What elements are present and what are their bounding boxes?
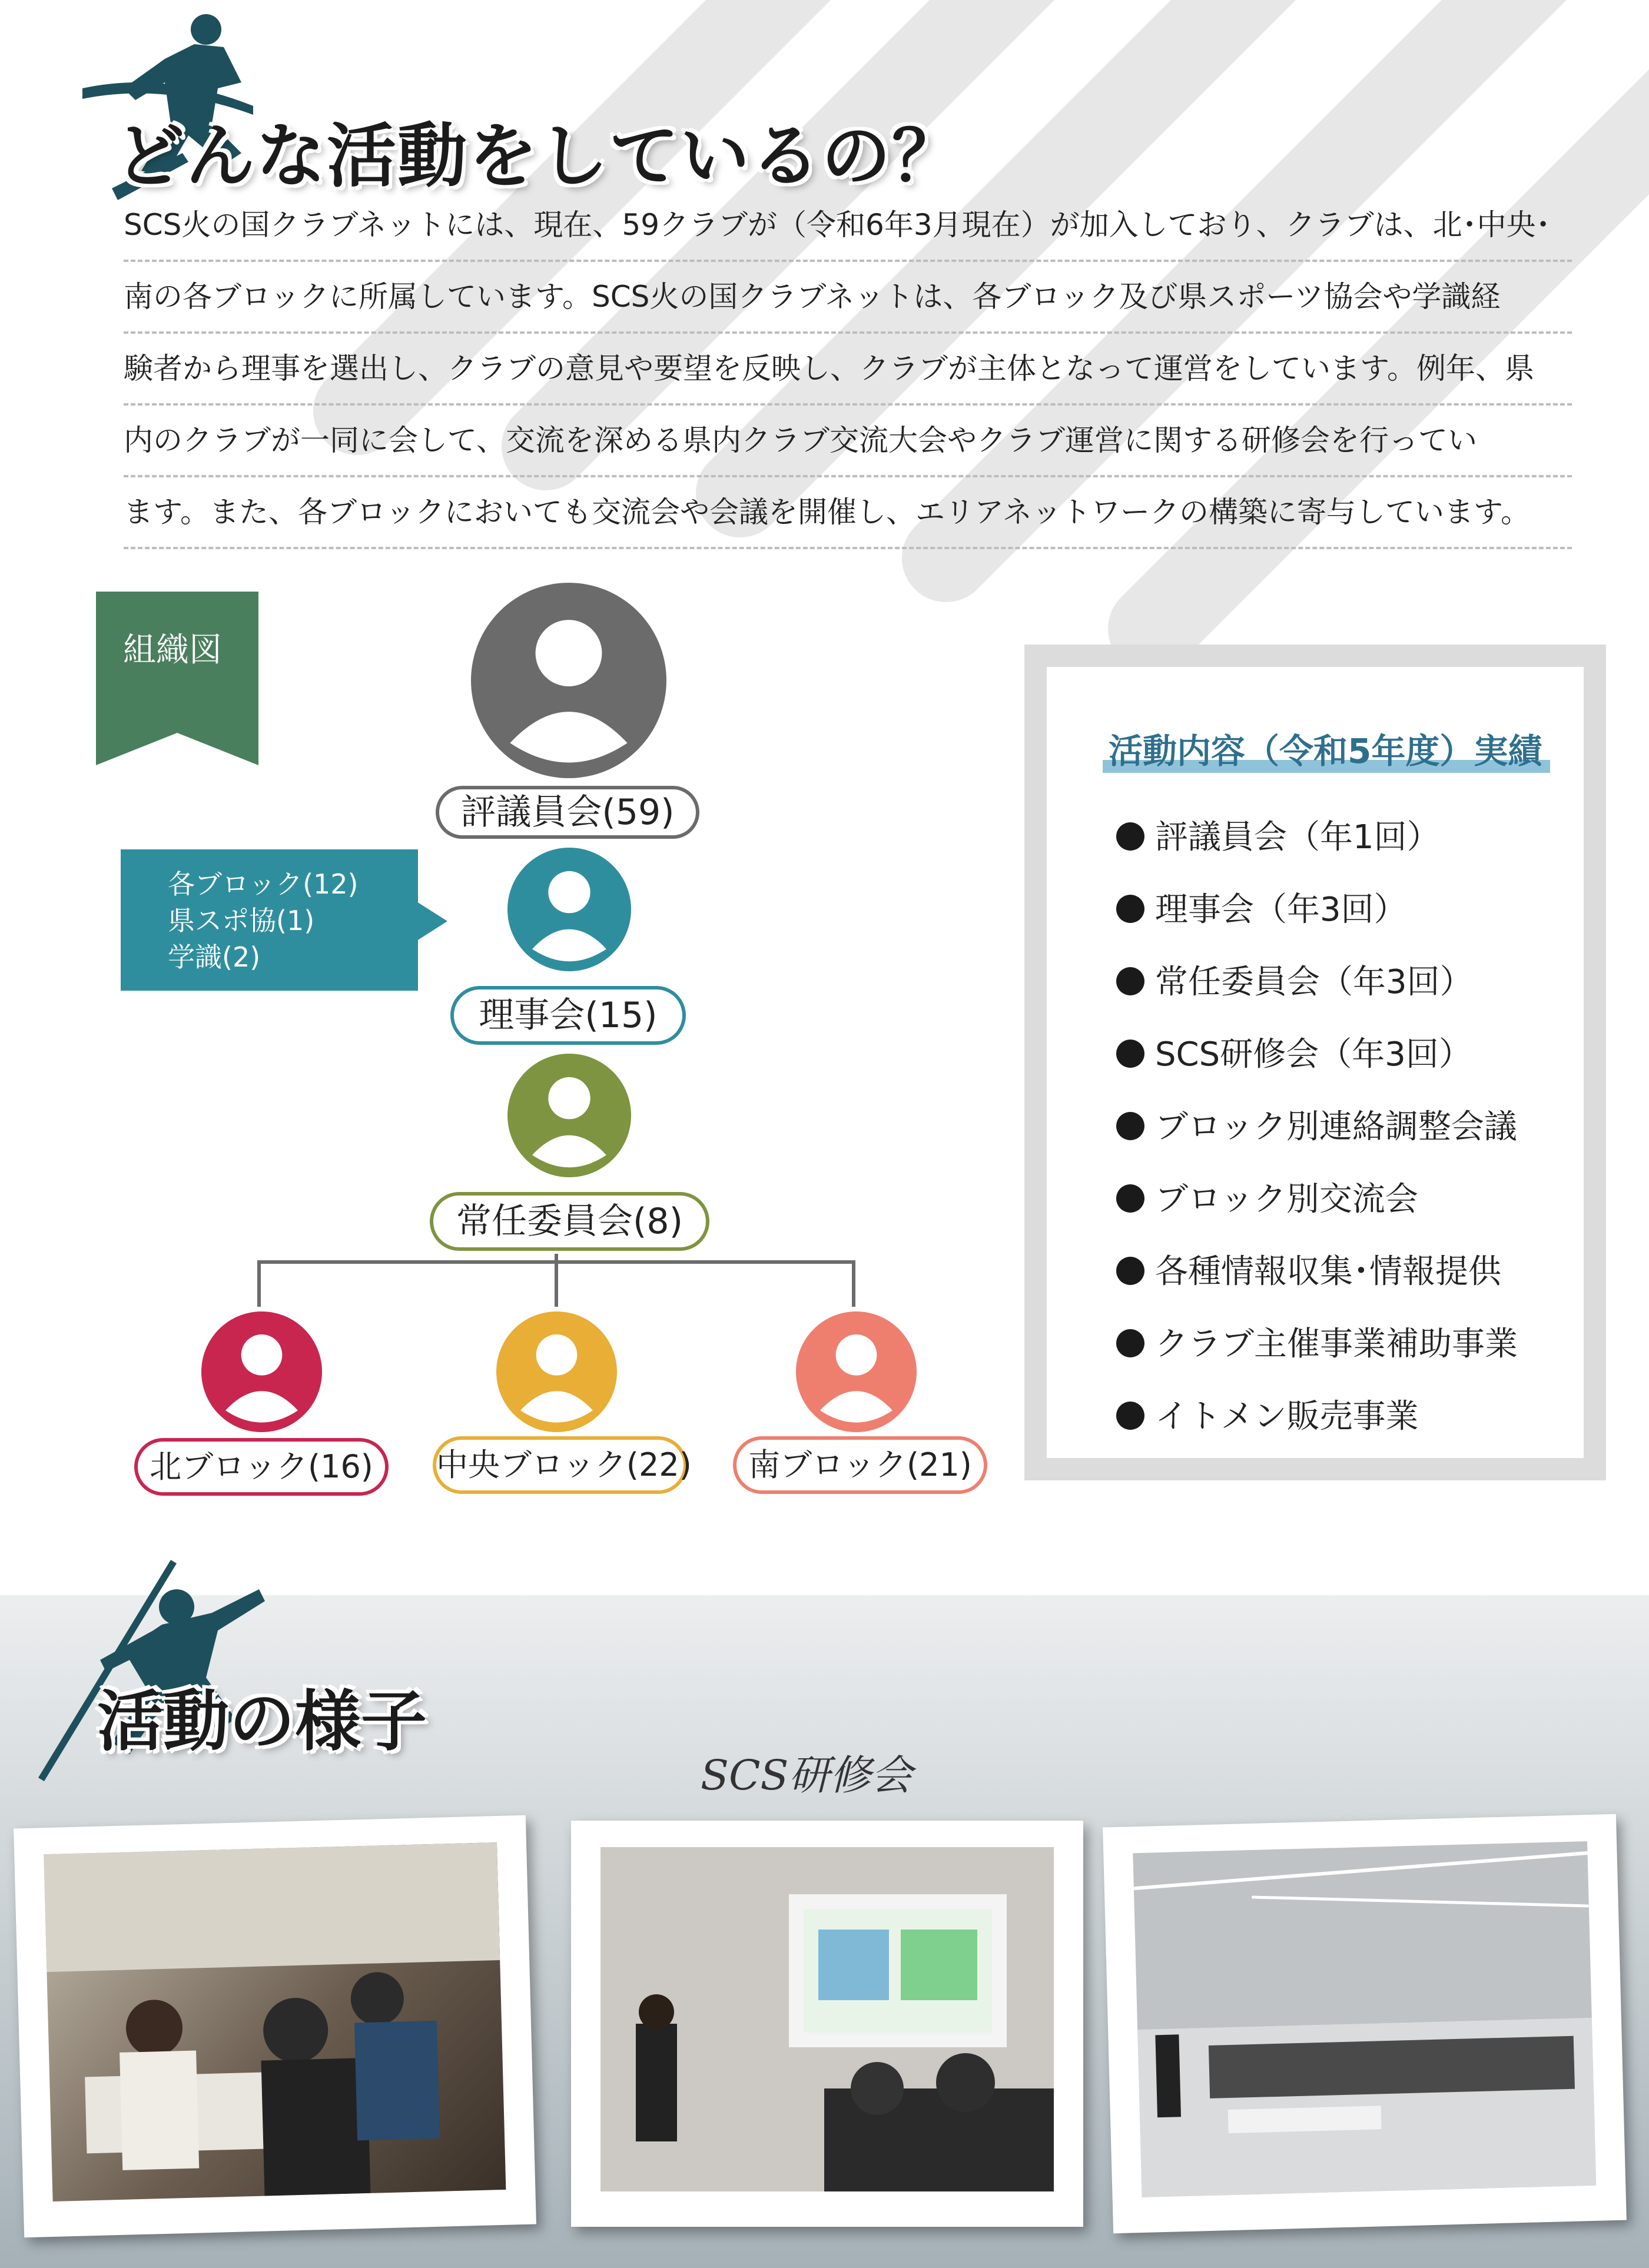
paragraph-line: SCS火の国クラブネットには、現在、59クラブが（令和6年3月現在）が加入しており、クラブは、北･中央･ <box>124 190 1572 262</box>
note-line: 県スポ協(1) <box>168 905 315 937</box>
central-block-label: 中央ブロック(22) <box>433 1436 687 1494</box>
bullet-icon <box>1116 967 1144 995</box>
list-item-text: SCS研修会（年3回） <box>1155 1035 1472 1074</box>
note-line: 各ブロック(12) <box>168 868 359 900</box>
list-item <box>1116 946 1518 1018</box>
list-item <box>1116 1163 1518 1236</box>
person-icon <box>471 583 666 778</box>
central-block-avatar <box>496 1311 617 1432</box>
south-block-label: 南ブロック(21) <box>733 1436 987 1494</box>
board-avatar <box>507 848 631 971</box>
bullet-icon <box>1116 1257 1144 1285</box>
bullet-icon <box>1116 1329 1144 1357</box>
person-icon <box>496 1311 617 1432</box>
section-title: 活動の様子 <box>97 1683 427 1760</box>
list-item-text: ブロック別連絡調整会議 <box>1155 1108 1517 1146</box>
note-line: 学識(2) <box>168 941 261 973</box>
south-block-avatar <box>796 1311 917 1432</box>
list-item-text: イトメン販売事業 <box>1155 1397 1419 1436</box>
bullet-icon <box>1116 895 1144 923</box>
photo-frame <box>1103 1814 1627 2234</box>
lecture-photo <box>600 1847 1054 2191</box>
paragraph-line: 内のクラブが一同に会して、交流を深める県内クラブ交流大会やクラブ運営に関する研修会を行ってい <box>124 406 1572 477</box>
board-label: 理事会(15) <box>450 986 686 1045</box>
workshop-photo <box>44 1842 506 2201</box>
north-block-avatar <box>201 1311 322 1432</box>
note-pointer-icon <box>415 901 450 942</box>
list-item <box>1116 1380 1518 1453</box>
list-item-text: ブロック別交流会 <box>1155 1180 1418 1218</box>
standing-committee-avatar <box>507 1054 631 1177</box>
photos-caption: SCS研修会 <box>701 1751 913 1799</box>
photo-frame <box>14 1815 536 2238</box>
list-item <box>1116 1091 1518 1163</box>
org-connector-lines <box>253 1254 865 1313</box>
bullet-icon <box>1116 1184 1144 1213</box>
person-icon <box>507 848 631 971</box>
council-label: 評議員会(59) <box>436 786 699 839</box>
list-item <box>1116 1018 1518 1091</box>
list-item <box>1116 801 1518 874</box>
list-item <box>1116 874 1518 946</box>
paragraph-line: ます。また、各ブロックにおいても交流会や会議を開催し、エリアネットワークの構築に寄与しています。 <box>124 477 1572 549</box>
list-item-text: 常任委員会（年3回） <box>1155 963 1473 1001</box>
activities-title: 活動内容（令和5年度）実績 <box>1109 731 1542 771</box>
list-item-text: 評議員会（年1回） <box>1155 818 1440 856</box>
bullet-icon <box>1116 1402 1144 1430</box>
photo-frame <box>571 1821 1083 2227</box>
org-chart-tag <box>96 592 258 765</box>
paragraph-line: 南の各ブロックに所属しています。SCS火の国クラブネットは、各ブロック及び県スポーツ協会や学識経 <box>124 262 1572 334</box>
list-item-text: 理事会（年3回） <box>1155 891 1407 929</box>
person-icon <box>201 1311 322 1432</box>
person-icon <box>796 1311 917 1432</box>
person-icon <box>507 1054 631 1177</box>
north-block-label: 北ブロック(16) <box>134 1438 389 1496</box>
list-item <box>1116 1236 1518 1308</box>
standing-committee-label: 常任委員会(8) <box>430 1192 709 1251</box>
list-item-text: 各種情報収集･情報提供 <box>1155 1253 1501 1291</box>
board-composition-note <box>121 849 418 991</box>
bullet-icon <box>1116 1040 1144 1068</box>
list-item-text: クラブ主催事業補助事業 <box>1155 1325 1518 1363</box>
council-avatar <box>471 583 666 778</box>
bullet-icon <box>1116 822 1144 851</box>
intro-paragraph <box>124 190 1572 549</box>
activities-list <box>1116 801 1518 1453</box>
activities-panel <box>1024 645 1606 1480</box>
bullet-icon <box>1116 1112 1144 1140</box>
paragraph-line: 験者から理事を選出し、クラブの意見や要望を反映し、クラブが主体となって運営をしています。例年、県 <box>124 334 1572 406</box>
list-item <box>1116 1308 1518 1380</box>
org-chart-tag-label: 組織図 <box>123 631 222 669</box>
hall-photo <box>1133 1841 1596 2197</box>
section-title: どんな活動をしているの？ <box>115 115 963 197</box>
